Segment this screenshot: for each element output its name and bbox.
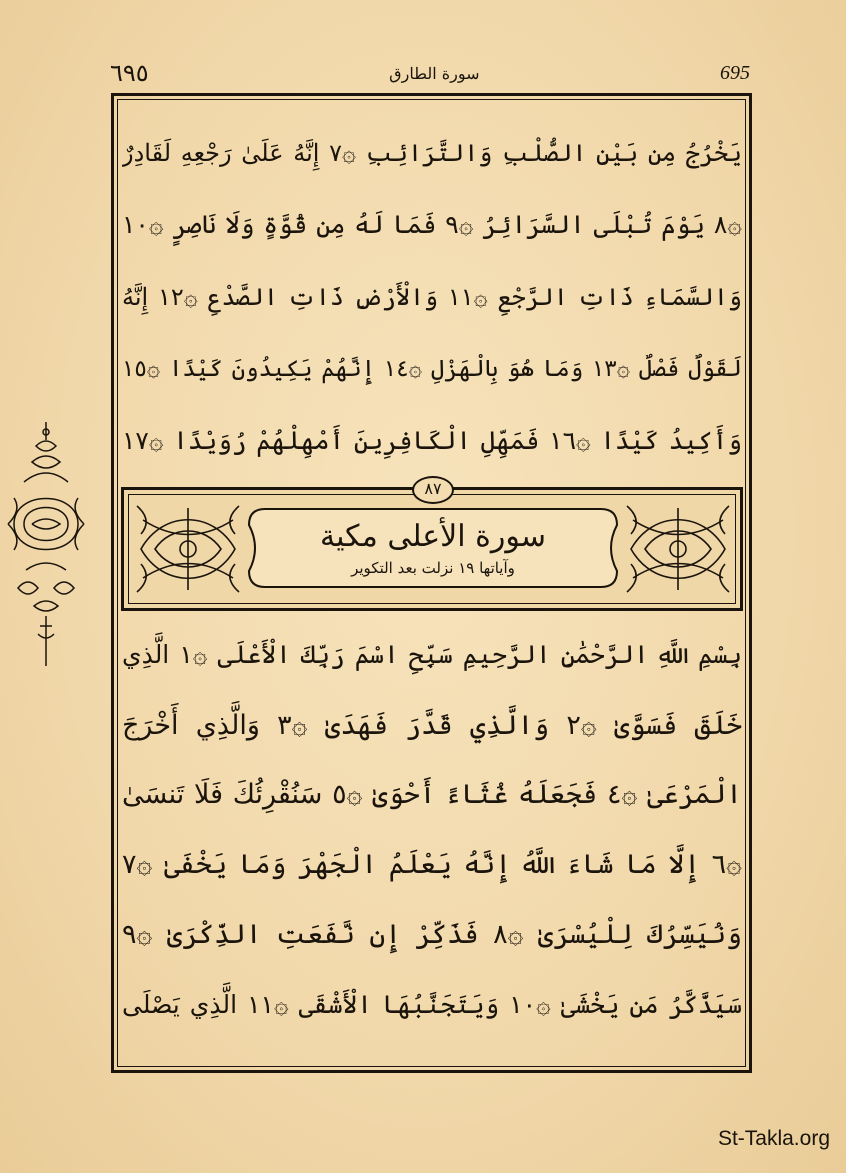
verse-line: وَنُيَسِّرُكَ لِلْيُسْرَىٰ ۞٨ فَذَكِّرْ إِن نَّفَعَتِ الذِّكْرَىٰ ۞٩ [122, 919, 742, 950]
verse-line: لَقَوْلٌ فَصْلٌ ۞١٣ وَمَا هُوَ بِالْهَزْلِ ۞١٤ إِنَّهُمْ يَكِيدُونَ كَيْدًا ۞١٥ [122, 356, 742, 382]
surah-running-title: سورة الطارق [389, 63, 480, 83]
verse-line: وَأَكِيدُ كَيْدًا ۞١٦ فَمَهِّلِ الْكَافِرِينَ أَمْهِلْهُمْ رُوَيْدًا ۞١٧ [122, 426, 742, 455]
verse-line: الْمَرْعَىٰ ۞٤ فَجَعَلَهُ غُثَاءً أَحْوَىٰ ۞٥ سَنُقْرِئُكَ فَلَا تَنسَىٰ [122, 779, 742, 810]
page-number-arabic: ٦٩٥ [110, 59, 149, 87]
margin-hizb-ornament-icon [4, 420, 88, 670]
surah-info: وآياتها ١٩ نزلت بعد التكوير [351, 559, 515, 577]
verse-line: ۞٨ يَوْمَ تُبْلَى السَّرَائِرُ ۞٩ فَمَا لَهُ مِن قُوَّةٍ وَلَا نَاصِرٍ ۞١٠ [122, 210, 742, 239]
page-header [110, 56, 750, 90]
verse-line: خَلَقَ فَسَوَّىٰ ۞٢ وَالَّذِي قَدَّرَ فَهَدَىٰ ۞٣ وَالَّذِي أَخْرَجَ [122, 710, 742, 741]
verse-line: يَخْرُجُ مِن بَيْنِ الصُّلْبِ وَالتَّرَائِبِ ۞٧ إِنَّهُ عَلَىٰ رَجْعِهِ لَقَادِرٌ [122, 139, 742, 167]
surah-name: سورة الأعلى مكية [320, 519, 546, 554]
verse-line: وَالسَّمَاءِ ذَاتِ الرَّجْعِ ۞١١ وَالْأَرْضِ ذَاتِ الصَّدْعِ ۞١٢ إِنَّهُ [122, 283, 742, 311]
verse-line: ۞٦ إِلَّا مَا شَاءَ اللَّهُ إِنَّهُ يَعْلَمُ الْجَهْرَ وَمَا يَخْفَىٰ ۞٧ [122, 849, 742, 880]
verse-line: بِسْمِ اللَّهِ الرَّحْمَٰنِ الرَّحِيمِ سَبِّحِ اسْمَ رَبِّكَ الْأَعْلَى ۞١ الَّذِي [122, 640, 742, 669]
banner-ornament-right-icon [133, 500, 243, 598]
page-number-latin: 695 [720, 61, 750, 84]
surah-cartouche [245, 505, 621, 591]
verse-line: سَيَذَّكَّرُ مَن يَخْشَىٰ ۞١٠ وَيَتَجَنَّبُهَا الْأَشْقَى ۞١١ الَّذِي يَصْلَى [122, 990, 742, 1019]
banner-ornament-left-icon [623, 500, 733, 598]
surah-number: ٨٧ [412, 476, 454, 504]
watermark: St-Takla.org [717, 1127, 830, 1150]
